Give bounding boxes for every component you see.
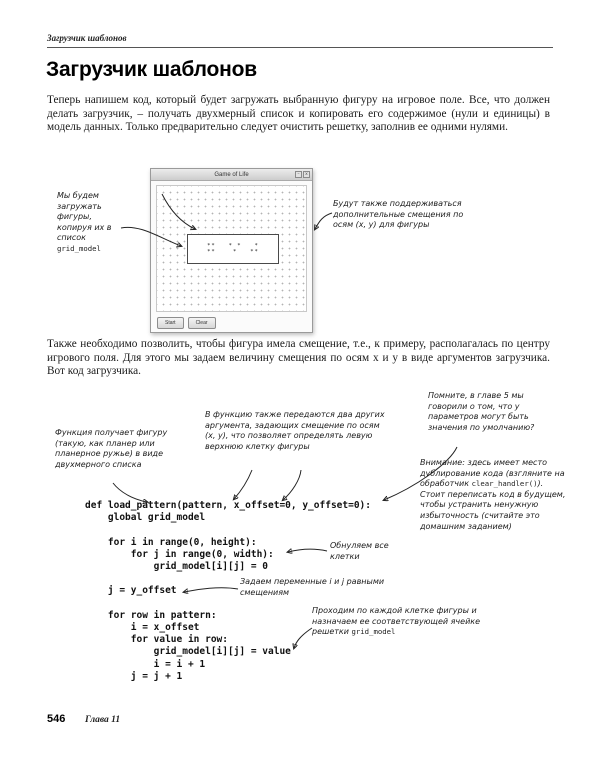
minimize-icon: – bbox=[295, 171, 302, 178]
annotation-warning bbox=[420, 458, 567, 532]
code-line: def load_pattern(pattern, x_offset=0, y_offset=0): bbox=[85, 500, 371, 511]
arrow-two-args-to-def-2 bbox=[283, 470, 301, 500]
code-line bbox=[85, 598, 371, 610]
annotation-warning-text: Внимание: здесь имеет место дублирование кода (взгляните на обработчик bbox=[420, 458, 565, 489]
app-window-screenshot bbox=[150, 168, 313, 333]
annotation-function-receives: Функция получает фигуру (такую, как планер или планерное ружье) в виде двухмерного списка bbox=[55, 428, 168, 469]
pattern-row: ** * * * bbox=[207, 242, 259, 249]
window-title: Game of Life bbox=[214, 171, 249, 178]
pattern-row: ** * ** bbox=[207, 249, 259, 255]
window-controls bbox=[295, 171, 310, 178]
arrow-two-args-to-def-1 bbox=[234, 470, 252, 499]
window-titlebar bbox=[151, 169, 312, 181]
code-line: for i in range(0, height): bbox=[85, 536, 257, 548]
annotation-default-params: Помните, в главе 5 мы говорили о том, что у параметров могут быть значения по умолчанию? bbox=[428, 391, 535, 432]
running-header: Загрузчик шаблонов bbox=[47, 33, 127, 43]
clear-button-image: Clear bbox=[188, 317, 216, 329]
code-line: j = y_offset bbox=[85, 585, 177, 597]
close-icon: x bbox=[303, 171, 310, 178]
annotation-iterate-code: grid_model bbox=[351, 627, 396, 637]
annotation-offsets: Будут также поддерживаться дополнительные смещения по осям (x, y) для фигуры bbox=[333, 199, 464, 230]
code-line: global grid_model bbox=[85, 512, 206, 524]
page-title: Загрузчик шаблонов bbox=[46, 58, 257, 81]
annotation-zero-cells: Обнуляем все клетки bbox=[330, 541, 389, 561]
start-button-image: Start bbox=[157, 317, 184, 329]
second-paragraph: Также необходимо позволить, чтобы фигура имела смещение, т.е., к примеру, располагалась по центру игрового поля. Для этого мы задаем величину смещения по осям x и y в виде аргументов загрузчика. Вот код загрузчика. bbox=[47, 338, 550, 377]
code-line: for j in range(0, width): bbox=[85, 548, 274, 560]
header-rule bbox=[47, 47, 553, 48]
code-line: grid_model[i][j] = value bbox=[85, 646, 291, 658]
window-button-row bbox=[157, 317, 216, 329]
annotation-warning-text-2: ). Стоит переписать код в будущем, чтобы устранить ненужную избыточность (считайте это домашним заданием) bbox=[420, 479, 566, 531]
annotation-load-figures bbox=[57, 191, 123, 255]
annotation-iterate-text: Проходим по каждой клетке фигуры и назначаем ее соответствующей ячейке решетки bbox=[312, 606, 481, 637]
annotation-set-vars: Задаем переменные i и j равными смещениям bbox=[240, 577, 385, 597]
annotation-warning-code: clear_handler() bbox=[471, 479, 538, 489]
code-line: i = x_offset bbox=[85, 621, 200, 633]
code-line: for value in row: bbox=[85, 634, 228, 646]
annotation-load-figures-code: grid_model bbox=[57, 243, 101, 253]
arrow-offsets-to-window bbox=[315, 213, 332, 229]
code-line bbox=[85, 573, 371, 585]
pattern-figure-box bbox=[187, 234, 279, 264]
code-line: i = i + 1 bbox=[85, 658, 206, 670]
code-line bbox=[85, 524, 371, 536]
intro-paragraph: Теперь напишем код, который будет загружать выбранную фигуру на игровое поле. Все, что должен делать загрузчик, – получать двухмерный список и копировать его содержимое (нули и единицы) в модель данных. Только предварительно следует очистить решетку, заполнив ее одними нулями. bbox=[47, 94, 550, 133]
annotation-two-args: В функцию также передаются два других аргумента, задающих смещение по осям (x, y), что позволяет определять левую верхнюю клетку фигуры bbox=[205, 410, 385, 451]
page-number: 546 bbox=[47, 713, 66, 725]
code-line: for row in pattern: bbox=[85, 609, 217, 621]
grid-canvas bbox=[156, 185, 307, 312]
code-listing bbox=[85, 500, 371, 683]
annotation-load-figures-text: Мы будем загружать фигуры, копируя их в список bbox=[57, 191, 112, 243]
chapter-label: Глава 11 bbox=[85, 715, 121, 725]
code-line: j = j + 1 bbox=[85, 670, 183, 682]
code-line: grid_model[i][j] = 0 bbox=[85, 561, 269, 572]
